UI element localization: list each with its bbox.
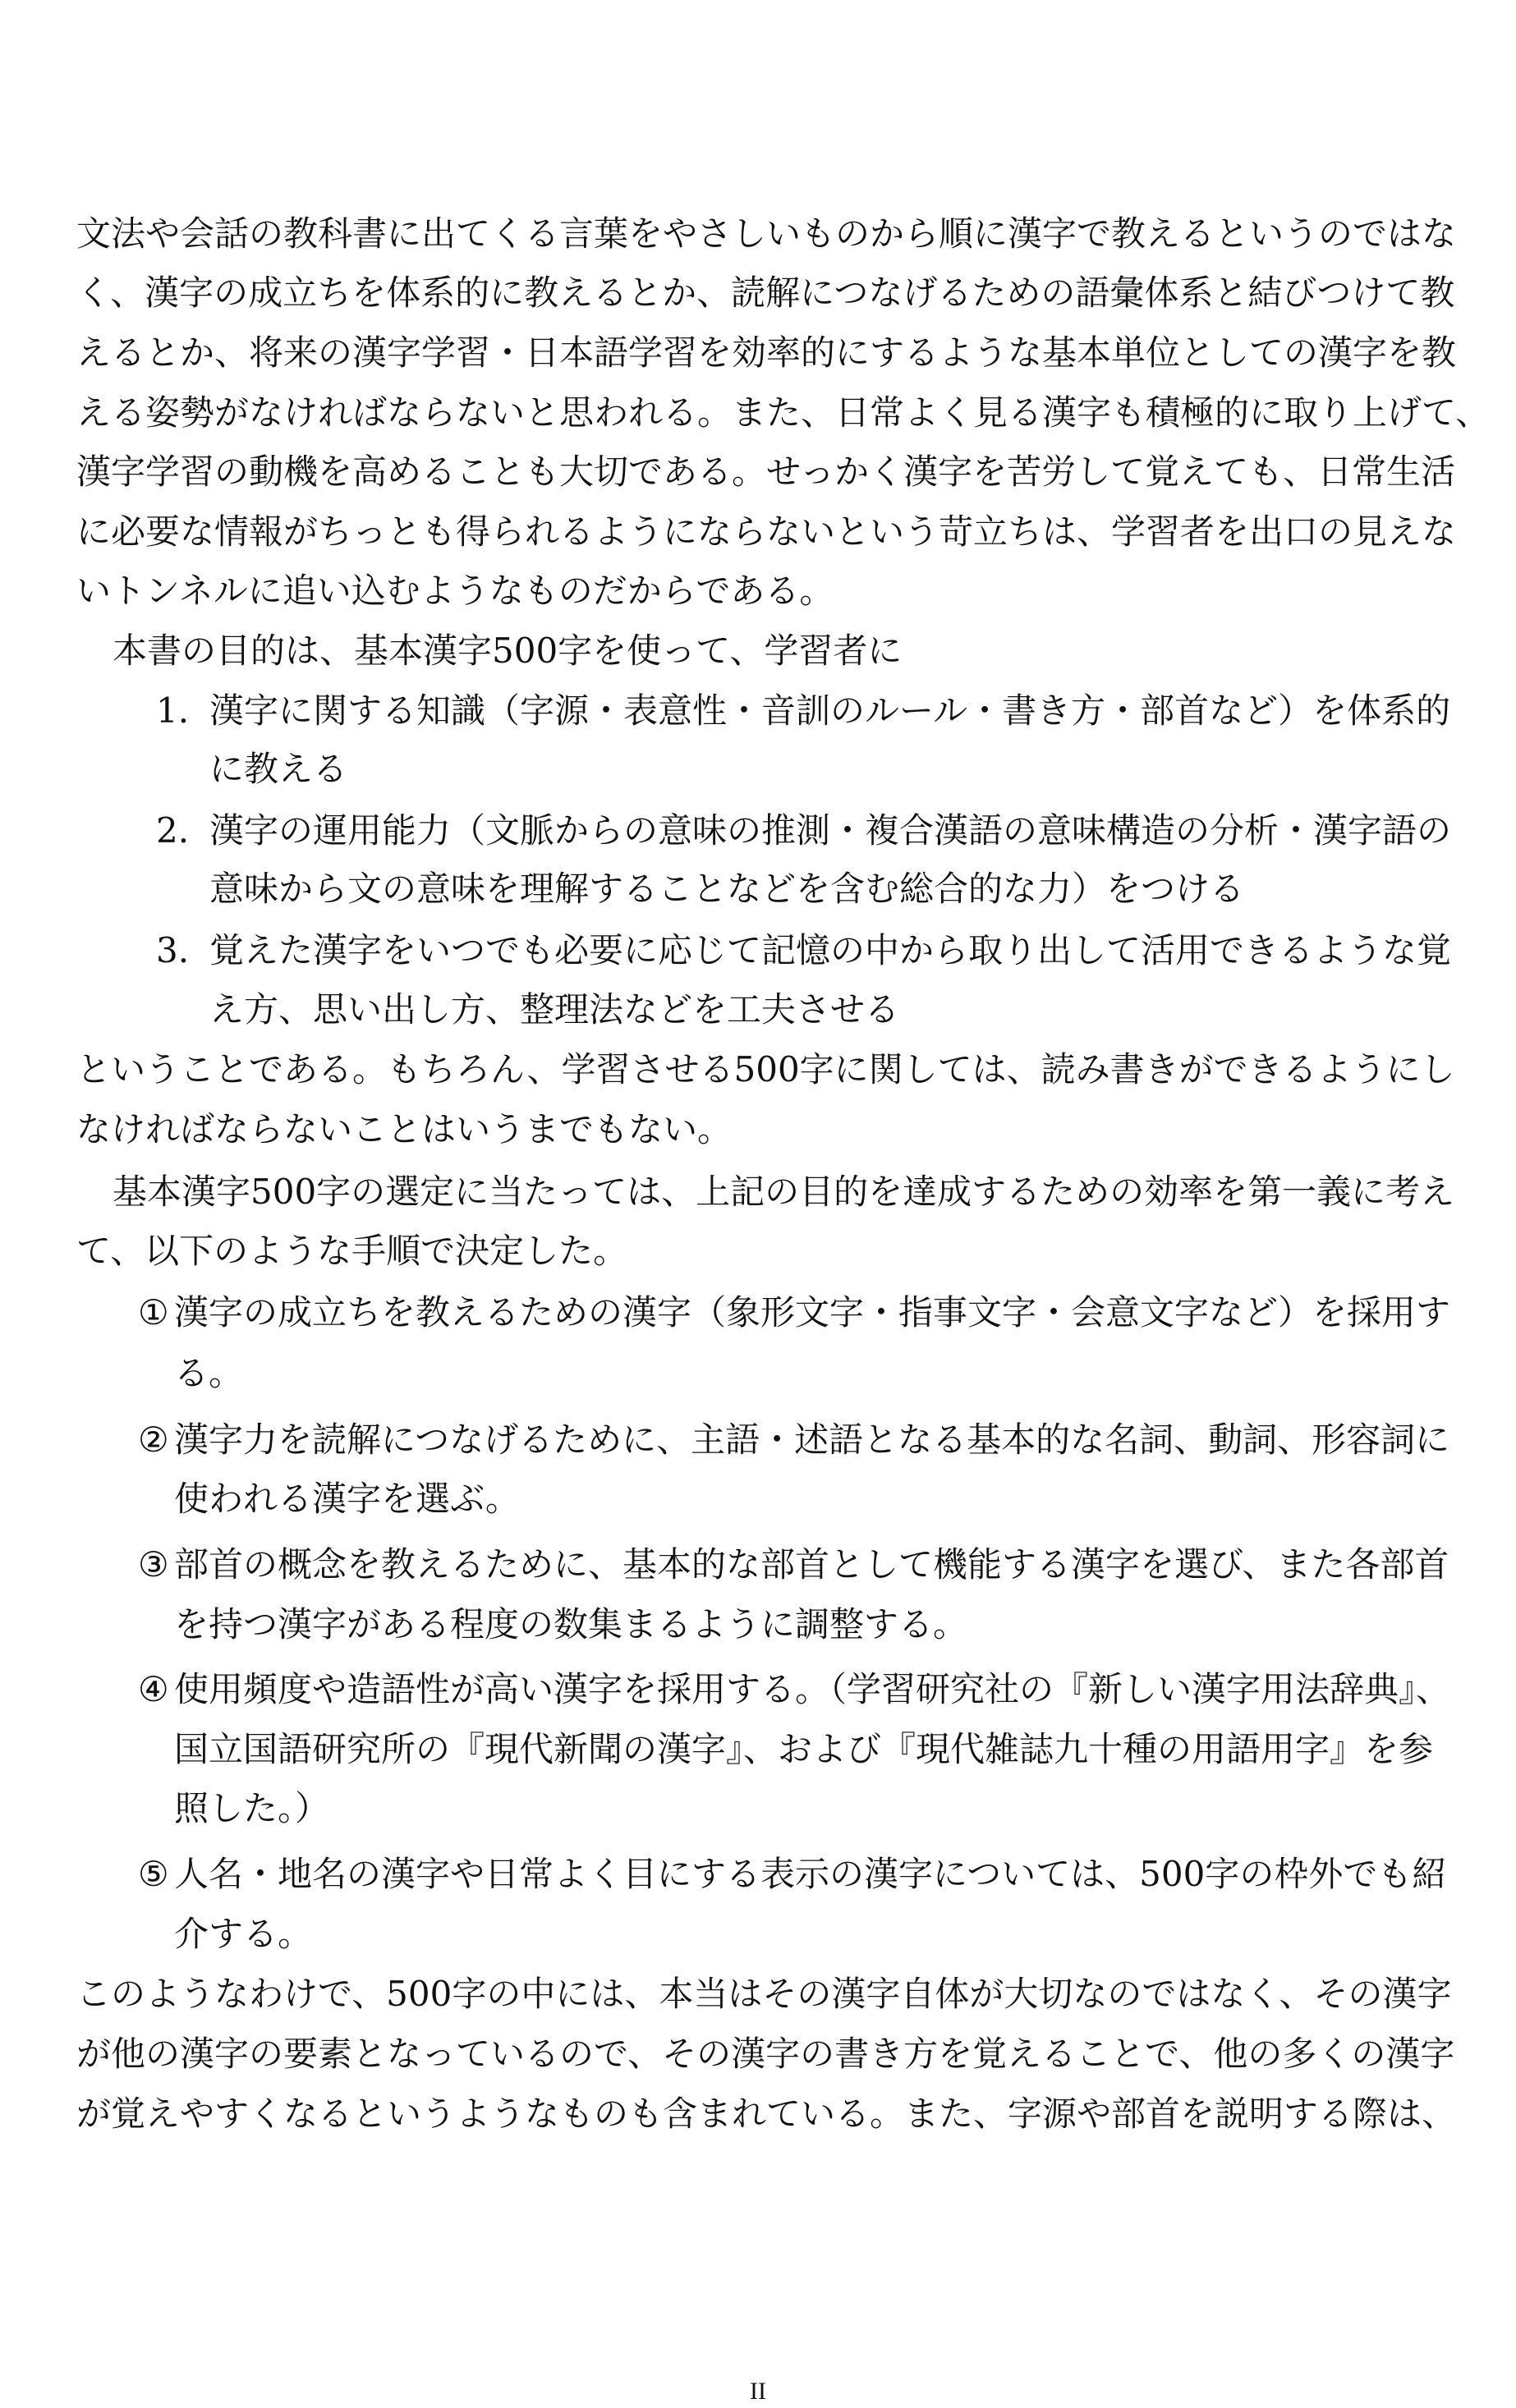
body-text: なければならないことはいうまでもない。 [76,1109,733,1149]
step-text: 照した。） [174,1788,330,1828]
goal-number: 2. [156,810,190,851]
goal-text: 漢字の運用能力（文脈からの意味の推測・複合漢語の意味構造の分析・漢字語の [209,810,1452,851]
body-line [0,2024,1516,2085]
goal-item-continued [0,979,1516,1040]
body-line [0,502,1516,562]
body-line [0,442,1516,502]
body-text: が覚えやすくなるというようなものも含まれている。また、字源や部首を説明する際は、 [76,2094,1457,2134]
body-text: える姿勢がなければならないと思われる。また、日常よく見る漢字も積極的に取り上げて、 [76,392,1491,433]
body-line [0,1964,1516,2025]
step-item-continued [0,1469,1516,1530]
body-text: このようなわけで、500字の中には、本当はその漢字自体が大切なのではなく、その漢字 [76,1974,1452,2014]
body-line [0,2084,1516,2144]
body-text: て、以下のような手順で決定した。 [76,1231,628,1271]
goal-text: 漢字に関する知識（字源・表意性・音訓のルール・書き方・部首など）を体系的 [209,690,1451,731]
goal-number: 3. [156,930,190,970]
goal-text: え方、思い出し方、整理法などを工夫させる [209,989,900,1030]
body-text: ということである。もちろん、学習させる500字に関しては、読み書きができるようにし [76,1049,1455,1089]
body-text: いトンネルに追い込むようなものだからである。 [76,571,834,611]
step-text: 使用頻度や造語性が高い漢字を採用する。（学習研究社の『新しい漢字用法辞典』、 [174,1669,1451,1709]
body-line [0,561,1516,621]
step-text: 部首の概念を教えるために、基本的な部首として機能する漢字を選び、また各部首 [174,1544,1449,1585]
goal-number: 1. [156,690,190,731]
body-line [0,204,1516,264]
step-item-continued [0,1778,1516,1839]
body-text: 漢字学習の動機を高めることも大切である。せっかく漢字を苦労して覚えても、日常生活 [76,452,1456,492]
step-text: 人名・地名の漢字や日常よく目にする表示の漢字については、500字の枠外でも紹 [174,1854,1447,1894]
step-text: を持つ漢字がある程度の数集まるように調整する。 [174,1604,968,1644]
step-text: る。 [174,1353,244,1393]
body-line [0,1221,1516,1282]
step-item [0,1282,1516,1343]
page-number: II [750,2378,766,2405]
step-text: 介する。 [174,1914,313,1954]
goal-item [0,681,1516,741]
step-item [0,1844,1516,1905]
step-item-continued [0,1343,1516,1404]
body-line [0,323,1516,383]
body-text: 基本漢字500字の選定に当たっては、上記の目的を達成するための効率を第一義に考え [113,1172,1455,1212]
body-text: に必要な情報がちっとも得られるようにならないという苛立ちは、学習者を出口の見えな [76,511,1457,552]
step-marker: ② [138,1420,169,1460]
step-item [0,1534,1516,1595]
goal-item [0,920,1516,981]
goal-text: 意味から文の意味を理解することなどを含む総合的な力）をつける [209,869,1245,909]
step-item-continued [0,1904,1516,1965]
body-text: く、漢字の成立ちを体系的に教えるとか、読解につなげるための語彙体系と結びつけて教 [76,273,1455,313]
goal-item-continued [0,739,1516,800]
body-line [0,1162,1516,1222]
step-item [0,1410,1516,1470]
step-item [0,1659,1516,1720]
body-line [0,621,1516,681]
body-line [0,1039,1516,1100]
goal-item [0,800,1516,861]
body-line [0,383,1516,443]
step-marker: ④ [138,1669,169,1709]
body-text: が他の漢字の要素となっているので、その漢字の書き方を覚えることで、他の多くの漢字 [76,2034,1455,2074]
goal-text: 覚えた漢字をいつでも必要に応じて記憶の中から取り出して活用できるような覚 [209,930,1452,970]
step-text: 使われる漢字を選ぶ。 [174,1479,520,1519]
body-text: えるとか、将来の漢字学習・日本語学習を効率的にするような基本単位としての漢字を教 [76,333,1457,373]
goal-item-continued [0,859,1516,920]
body-line [0,263,1516,323]
goal-text: に教える [209,749,348,789]
step-text: 国立国語研究所の『現代新聞の漢字』、および『現代雑誌九十種の用語用字』を参 [174,1729,1434,1769]
step-text: 漢字の成立ちを教えるための漢字（象形文字・指事文字・会意文字など）を採用す [174,1292,1451,1332]
step-item-continued [0,1594,1516,1655]
body-text: 本書の目的は、基本漢字500字を使って、学習者に [113,631,903,671]
step-marker: ① [138,1292,169,1332]
step-text: 漢字力を読解につなげるために、主語・述語となる基本的な名詞、動詞、形容詞に [174,1420,1450,1460]
step-item-continued [0,1719,1516,1780]
step-marker: ③ [138,1544,169,1585]
step-marker: ⑤ [138,1854,169,1894]
body-line [0,1099,1516,1160]
body-text: 文法や会話の教科書に出てくる言葉をやさしいものから順に漢字で教えるというのではな [76,213,1457,254]
